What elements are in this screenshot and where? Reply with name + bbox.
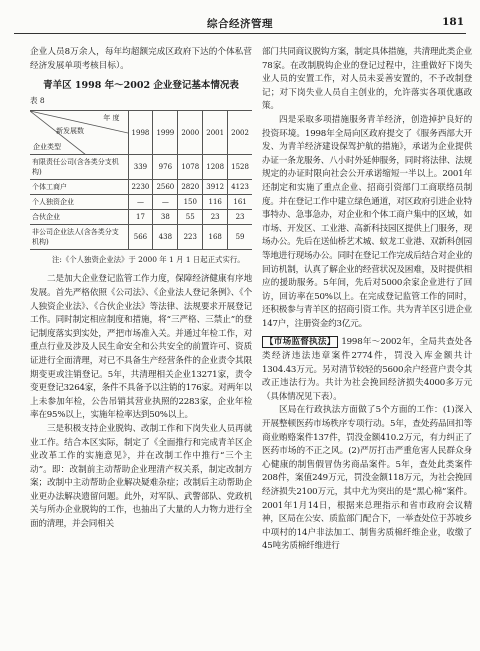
- table-cell: 23: [228, 210, 252, 225]
- table-number: 表 8: [30, 95, 45, 105]
- table-cell: 1528: [228, 155, 252, 180]
- body-paragraph: 二是加大企业登记监管工作力度，保障经济健康有序地发展。首先严格依照《公司法》、《企业法人登记条例》、《个人独资企业法》、《合伙企业法》等法律、法规要求开展登记工作。同时制定相应制度和措施，将“三严格、三禁止”的登记制度落实到实处，严把市场准入关。并通过年检工作，对重点行业及涉及人民生命安全和公共安全的前置许可、资质证进行全面清理，对已不具备生产经营条件的企业责令其限期变更或注销登记。5年，共清理相关企业13271家，责令变更登记3264家，条件不具备予以注销的176家。对两年以上未参加年检，公告吊销其营业执照的2283家，企业年检率在95%以上，实施年检率达到50%以上。: [30, 274, 252, 421]
- table-cell: 566: [128, 225, 153, 250]
- table-row: [30, 225, 252, 250]
- table-cell: 38: [153, 210, 178, 225]
- table-row: [30, 210, 252, 225]
- running-title: 综合经济管理: [207, 18, 273, 30]
- year-header: 1999: [153, 111, 178, 155]
- table-cell: 161: [228, 195, 252, 210]
- table-cell: 59: [228, 225, 252, 250]
- table-header-row: [30, 111, 252, 155]
- table-cell: 1078: [178, 155, 203, 180]
- table-row: [30, 155, 252, 180]
- table-cell: 438: [153, 225, 178, 250]
- table-cell: 2230: [128, 180, 153, 195]
- table-cell: 150: [178, 195, 203, 210]
- row-label: 合伙企业: [30, 210, 128, 225]
- section-paragraph: [262, 336, 472, 404]
- section-intro: 1998年～2002年，全局共查处各类经济违法违章案件2774件，罚没入库金额共计1304.43万元。另对清节较轻的5600余户经营户责令其改正违法行为。共计为社会挽回经济损失4000多万元（具体情况见下表）。: [262, 337, 472, 402]
- table-corner-cell: [30, 111, 128, 155]
- year-header: 2002: [228, 111, 252, 155]
- table-cell: 23: [203, 210, 228, 225]
- table-cell: 17: [128, 210, 153, 225]
- body-paragraph: 四是采取多项措施服务青羊经济，创造掉护良好的投资环境。1998年全局向区政府提交了《服务西部大开发、为青羊经济建设保驾护航的措施》，承诺为企业提供办证一条龙服务、八小时外延伸服务，同时将法律、法规规定的办证时限向社会公开承诺缩短一半以上。2001年还制定和实施了重点企业、招商引资部门工商联络员制度。并在登记工作中建立绿色通道，对区政府引进企业特事特办、急事急办，对企业和个体工商户集中的区域，如市场、开发区、工业港、高新科技园区提供上门服务，现场办公。先后在送仙桥艺术城、蚁龙工业港、双新科创园等地进行现场办公。同时在登记工作完成后结合对企业的回访机制，认真了解企业的经营状况及困难，及时提供相应的援助服务。5年间，先后对5000余家企业进行了回访，回访率在50%以上。在完成登记监管工作的同时，还积极参与青羊区的招商引资工作。共为青羊区引进企业147户，注册资金约3亿元。: [262, 114, 472, 329]
- table-title: 青羊区 1998 年～2002 企业登记基本情况表: [43, 80, 239, 92]
- table-cell: 3912: [203, 180, 228, 195]
- table-cell: 1208: [203, 155, 228, 180]
- table-row: [30, 195, 252, 210]
- table-cell: 116: [203, 195, 228, 210]
- table-cell: 2560: [153, 180, 178, 195]
- year-header: 1998: [128, 111, 153, 155]
- table-cell: 168: [203, 225, 228, 250]
- body-paragraph: 部门共同商议脱钩方案，制定具体措施，共清理此类企业78家。在改制脱钩企业的登记过程中，注重做好下岗失业人员的安置工作，对人员未妥善安置的，不予改制登记；对下岗失业人员自主创业的，允许落实各项优惠政策。: [262, 47, 472, 112]
- body-paragraph: 三是积极支持企业脱钩、改制工作和下岗失业人员再就业工作。结合本区实际，制定了《全面推行和完成青羊区企业改革工作的实施意见》，并在改制工作中推行“三个主动”。即：改制前主动帮助企业理清产权关系，制定改制方案；改制中主动帮助企业解决疑难杂症；改制后主动帮助企业更办法解决遗留问题。此外，对军队、武警部队、党政机关与所办企业脱钩的工作，也抽出了大量的人力物力进行全面的清理，并会同相关: [30, 423, 252, 530]
- table-cell: 55: [178, 210, 203, 225]
- left-intro-paragraph: 企业人员8万余人，每年均超额完成区政府下达的个体私营经济发展单项考核目标）。: [30, 47, 252, 71]
- row-label: 非公司企业法人(含各类分支机构): [30, 225, 128, 250]
- section-title: 【市场监督执法】: [262, 336, 338, 348]
- registration-table: [30, 110, 252, 250]
- table-cell: 223: [178, 225, 203, 250]
- table-row: [30, 180, 252, 195]
- left-column: [30, 46, 252, 532]
- body-paragraph: 区局在行政执法方面做了5个方面的工作：(1)深入开展整顿医药市场秩序专项行动。5年，查处药品回扣等商业贿赂案件137件，罚没金额410.2万元，有力纠正了医药市场的不正之风。(2)严厉打击严重危害人民群众身心健康的制售假冒伪劣商品案件。5年，查处此类案件208件，案值249万元，罚没金额118万元，为社会挽回经济损失2100万元，其中尤为突出的是“黑心棉”案件。2001年1月14日，根据来总理指示和省市政府会议精神，区局在公安、质监部门配合下，一举查处位于苏坡乡中项村的14户非法加工、制售劣质棉纤维企业，收缴了45吨劣质棉纤维进行: [262, 405, 472, 552]
- corner-type-label: 企业类型: [33, 143, 61, 152]
- corner-year-label: 年 度: [103, 114, 120, 123]
- table-cell: 339: [128, 155, 153, 180]
- row-label: 有限责任公司(含各类分支机构): [30, 155, 128, 180]
- table-cell: 4123: [228, 180, 252, 195]
- table-note: 注:《个人独资企业法》于 2000 年 1 月 1 日起正式实行。: [52, 255, 245, 265]
- running-header: [14, 14, 466, 34]
- year-header: 2000: [178, 111, 203, 155]
- right-column: [262, 46, 472, 554]
- table-cell: —: [153, 195, 178, 210]
- corner-item-label: 新发展数: [56, 127, 84, 136]
- row-label: 个人独资企业: [30, 195, 128, 210]
- row-label: 个体工商户: [30, 180, 128, 195]
- table-cell: 2820: [178, 180, 203, 195]
- table-cell: —: [128, 195, 153, 210]
- page-number: 181: [442, 16, 464, 28]
- table-cell: 976: [153, 155, 178, 180]
- year-header: 2001: [203, 111, 228, 155]
